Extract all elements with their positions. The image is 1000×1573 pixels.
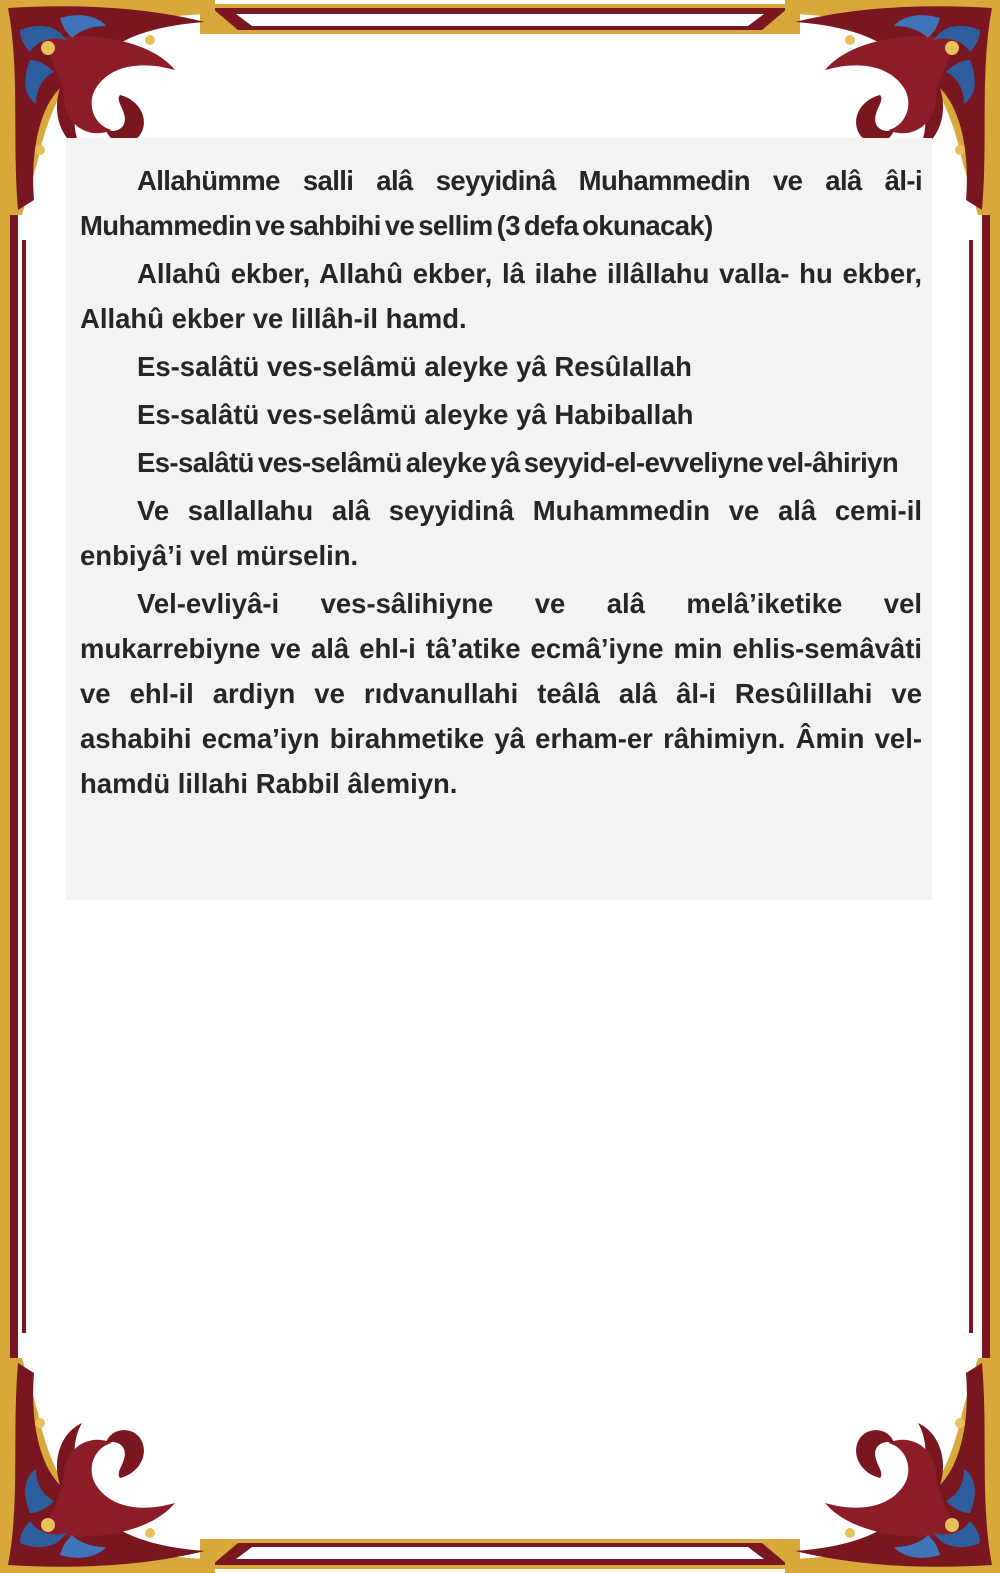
paragraph-sallallahu: Ve sallallahu alâ seyyidinâ Muhammedin ve alâ cemi-il enbiyâ’i vel mürselin. (80, 495, 922, 571)
paragraph-takbir: Allahû ekber, Allahû ekber, lâ ilahe illâllahu valla- hu ekber, Allahû ekber ve lillâh-il hamd. (80, 258, 922, 334)
prayer-text (80, 158, 922, 809)
paragraph-salawat: Allahümme salli alâ seyyidinâ Muhammedin ve alâ âl-i Muhammedin ve sahbihi ve sellim (3 defa okunacak) (80, 165, 922, 241)
paragraph-evliya: Vel-evliyâ-i ves-sâlihiyne ve alâ melâ’iketike vel mukarrebiyne ve alâ ehl-i tâ’atike ecmâ’iyne min ehlis-semâvâti ve ehl-il ardiyn ve rıdvanullahi teâlâ alâ âl-i Resûlillahi ve ashabihi ecma’iyn birahmetike yâ erham-er râhimiyn. Âmin vel-hamdü lillahi Rabbil âlemiyn. (80, 588, 922, 799)
paragraph-salat-habiballah: Es-salâtü ves-selâmü aleyke yâ Habiballah (137, 399, 694, 430)
paragraph-salat-resulallah: Es-salâtü ves-selâmü aleyke yâ Resûlallah (137, 351, 692, 382)
paragraph-salat-seyyid: Es-salâtü ves-selâmü aleyke yâ seyyid-el-evveliyne vel-âhiriyn (137, 447, 899, 478)
